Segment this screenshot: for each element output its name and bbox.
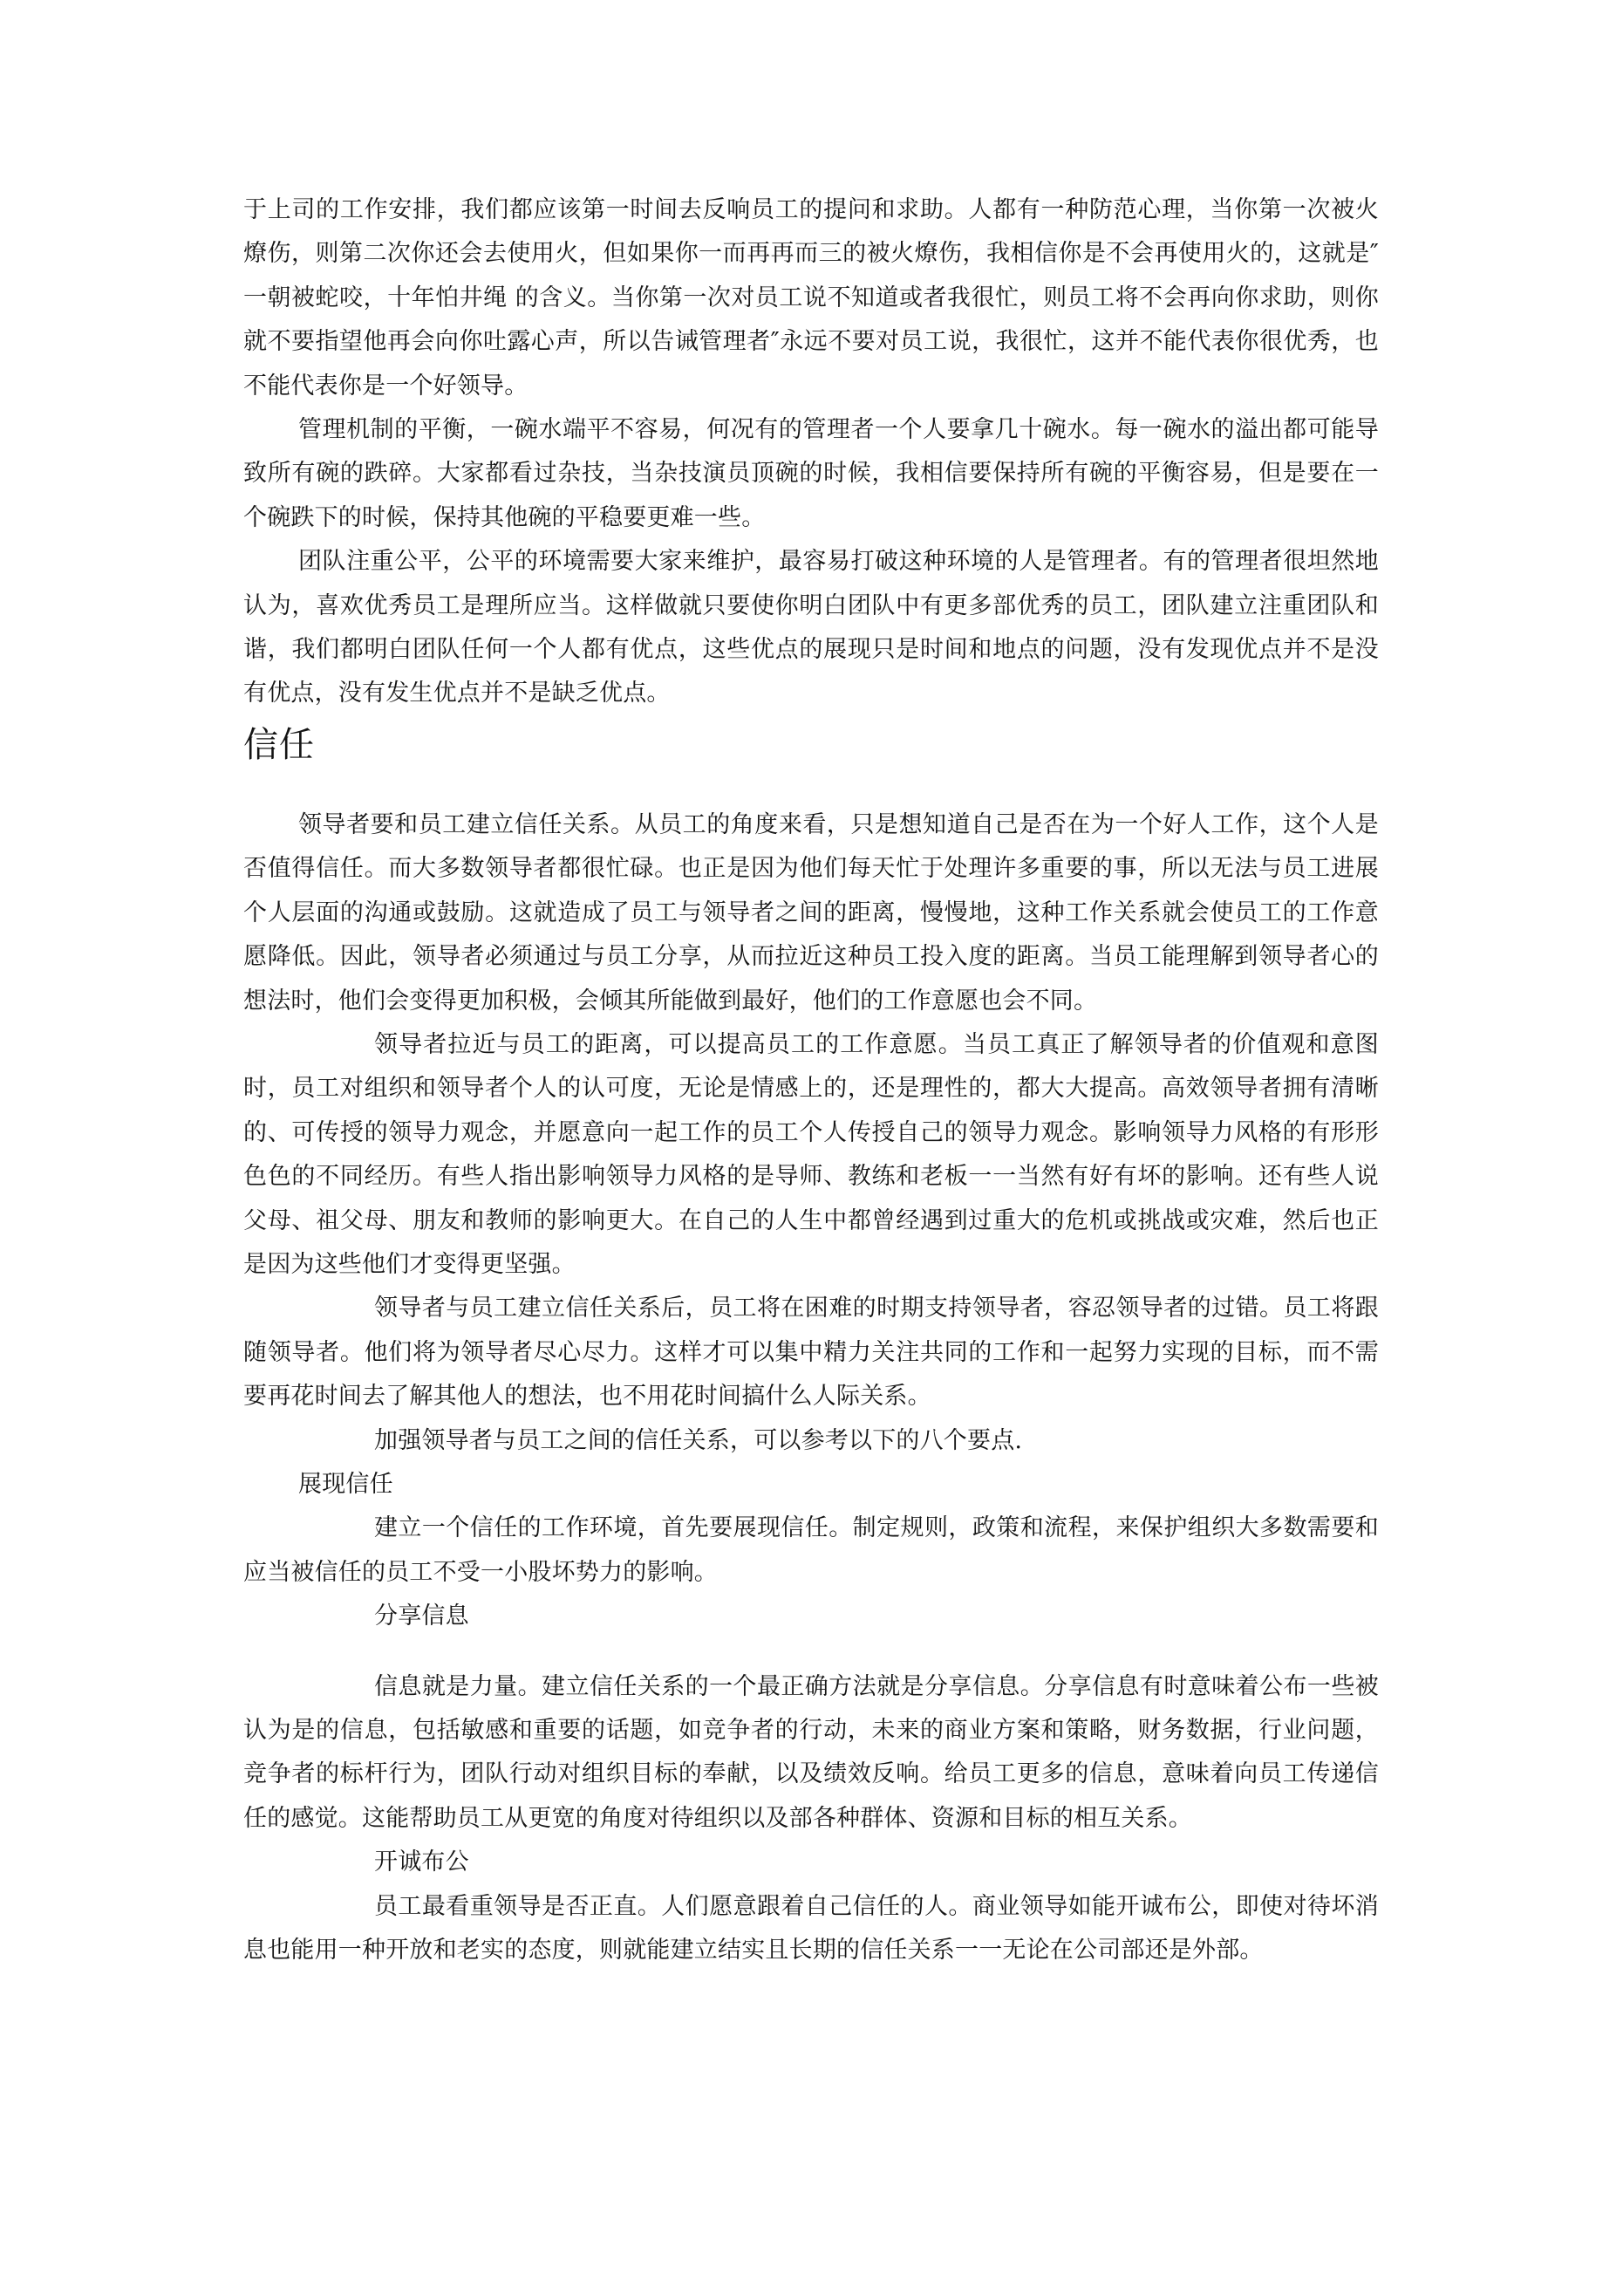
paragraph-continued: 于上司的工作安排，我们都应该第一时间去反响员工的提问和求助。人都有一种防范心理，当你第一次被火燎伤，则第二次你还会去使用火，但如果你一而再再而三的被火燎伤，我相信你是不会再使用火的，这就是″一朝被蛇咬，十年怕井绳 的含义。当你第一次对员工说不知道或者我很忙，则员工将不会再向你求助，则你就不要指望他再会向你吐露心声，所以告诫管理者″永远不要对员工说，我很忙，这并不能代表你很优秀，也不能代表你是一个好领导。 [243, 196, 1379, 400]
paragraph-trust-distance: 领导者拉近与员工的距离，可以提高员工的工作意愿。当员工真正了解领导者的价值观和意图时，员工对组织和领导者个人的认可度，无论是情感上的，还是理性的，都大大提高。高效领导者拥有清晰的、可传授的领导力观念，并愿意向一起工作的员工个人传授自己的领导力观念。影响领导力风格的有形形色色的不同经历。有些人指出影响领导力风格的是导师、教练和老板一一当然有好有坏的影响。还有些人说父母、祖父母、朋友和教师的影响更大。在自己的人生中都曾经遇到过重大的危机或挑战或灾难，然后也正是因为这些他们才变得更坚强。 [243, 1030, 1379, 1278]
point-body-share-info: 信息就是力量。建立信任关系的一个最正确方法就是分享信息。分享信息有时意味着公布一些被认为是的信息，包括敏感和重要的话题，如竞争者的行动，未来的商业方案和策略，财务数据，行业问题，竞争者的标杆行为，团队行动对组织目标的奉献，以及绩效反响。给员工更多的信息，意味着向员工传递信任的感觉。这能帮助员工从更宽的角度对待组织以及部各种群体、资源和目标的相互关系。 [243, 1672, 1379, 1832]
point-body-show-trust: 建立一个信任的工作环境，首先要展现信任。制定规则，政策和流程，来保护组织大多数需要和应当被信任的员工不受一小股坏势力的影响。 [243, 1514, 1379, 1586]
paragraph-trust-benefits: 领导者与员工建立信任关系后，员工将在困难的时期支持领导者，容忍领导者的过错。员工将跟随领导者。他们将为领导者尽心尽力。这样才可以集中精力关注共同的工作和一起努力实现的目标，而不需要再花时间去了解其他人的想法，也不用花时间搞什么人际关系。 [243, 1295, 1379, 1411]
point-title-show-trust: 展现信任 [298, 1470, 393, 1498]
paragraph-trust-points-intro: 加强领导者与员工之间的信任关系，可以参考以下的八个要点. [374, 1426, 1023, 1454]
document-body [243, 188, 1379, 1972]
point-body-candor: 员工最看重领导是否正直。人们愿意跟着自己信任的人。商业领导如能开诚布公，即使对待坏消息也能用一种开放和老实的态度，则就能建立结实且长期的信任关系一一无论在公司部还是外部。 [243, 1892, 1379, 1965]
paragraph-balance: 管理机制的平衡，一碗水端平不容易，何况有的管理者一个人要拿几十碗水。每一碗水的溢出都可能导致所有碗的跌碎。大家都看过杂技，当杂技演员顶碗的时候，我相信要保持所有碗的平衡容易，但是要在一个碗跌下的时候，保持其他碗的平稳要更难一些。 [243, 416, 1379, 531]
section-heading-trust: 信任 [243, 724, 315, 765]
paragraph-fairness: 团队注重公平，公平的环境需要大家来维护，最容易打破这种环境的人是管理者。有的管理者很坦然地认为，喜欢优秀员工是理所应当。这样做就只要使你明白团队中有更多部优秀的员工，团队建立注重团队和谐，我们都明白团队任何一个人都有优点，这些优点的展现只是时间和地点的问题，没有发现优点并不是没有优点，没有发生优点并不是缺乏优点。 [243, 548, 1379, 707]
point-title-share-info: 分享信息 [374, 1602, 469, 1630]
paragraph-trust-intro: 领导者要和员工建立信任关系。从员工的角度来看，只是想知道自己是否在为一个好人工作，这个人是否值得信任。而大多数领导者都很忙碌。也正是因为他们每天忙于处理许多重要的事，所以无法与员工进展个人层面的沟通或鼓励。这就造成了员工与领导者之间的距离，慢慢地，这种工作关系就会使员工的工作意愿降低。因此，领导者必须通过与员工分享，从而拉近这种员工投入度的距离。当员工能理解到领导者心的想法时，他们会变得更加积极，会倾其所能做到最好，他们的工作意愿也会不同。 [243, 810, 1379, 1015]
point-title-candor: 开诚布公 [374, 1848, 469, 1876]
